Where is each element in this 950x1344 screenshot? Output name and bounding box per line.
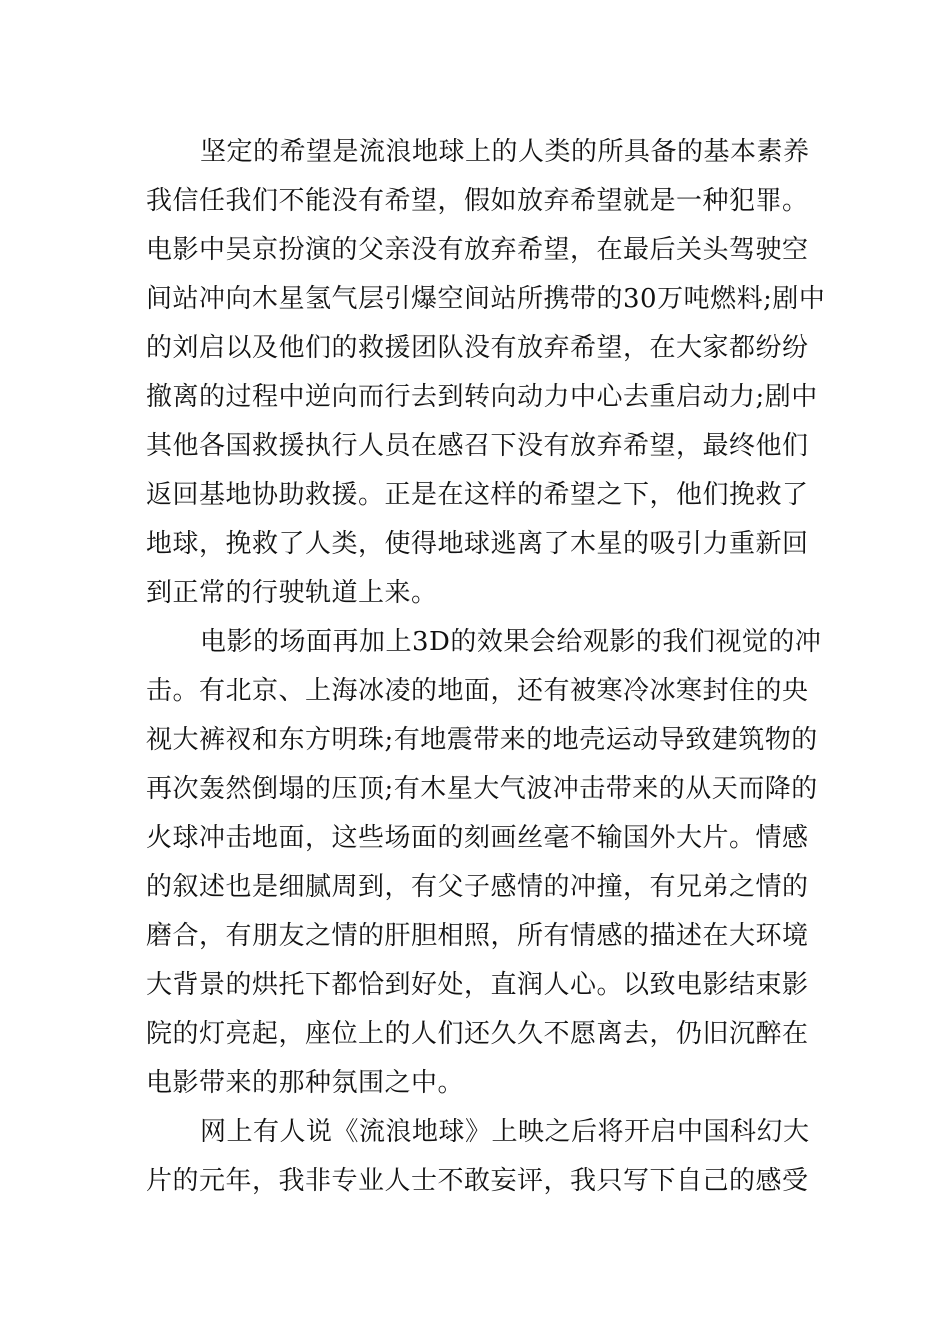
text-line: 大背景的烘托下都恰到好处，直润人心。以致电影结束影 bbox=[146, 970, 809, 1000]
text-line: 地球，挽救了人类，使得地球逃离了木星的吸引力重新回 bbox=[146, 529, 809, 559]
text-line: 的刘启以及他们的救援团队没有放弃希望，在大家都纷纷 bbox=[146, 333, 809, 363]
text-line: 坚定的希望是流浪地球上的人类的所具备的基本素养 bbox=[200, 137, 810, 167]
text-line: 电影中吴京扮演的父亲没有放弃希望，在最后关头驾驶空 bbox=[146, 235, 809, 265]
text-line: 火球冲击地面，这些场面的刻画丝毫不输国外大片。情感 bbox=[146, 823, 809, 853]
text-line: 我信任我们不能没有希望，假如放弃希望就是一种犯罪。 bbox=[146, 186, 809, 216]
text-line: 返回基地协助救援。正是在这样的希望之下，他们挽救了 bbox=[146, 480, 809, 510]
text-line: 撤离的过程中逆向而行去到转向动力中心去重启动力;剧中 bbox=[146, 382, 818, 412]
text-line: 间站冲向木星氢气层引爆空间站所携带的30万吨燃料;剧中 bbox=[146, 284, 826, 314]
text-line: 电影的场面再加上3D的效果会给观影的我们视觉的冲 bbox=[200, 627, 822, 657]
text-line: 视大裤衩和东方明珠;有地震带来的地壳运动导致建筑物的 bbox=[146, 725, 818, 755]
text-line: 网上有人说《流浪地球》上映之后将开启中国科幻大 bbox=[200, 1117, 810, 1147]
text-line: 再次轰然倒塌的压顶;有木星大气波冲击带来的从天而降的 bbox=[146, 774, 818, 804]
text-line: 磨合，有朋友之情的肝胆相照，所有情感的描述在大环境 bbox=[146, 921, 809, 951]
body-text bbox=[146, 128, 826, 1206]
text-line: 击。有北京、上海冰凌的地面，还有被寒冷冰寒封住的央 bbox=[146, 676, 809, 706]
text-line: 其他各国救援执行人员在感召下没有放弃希望，最终他们 bbox=[146, 431, 809, 461]
text-line: 院的灯亮起，座位上的人们还久久不愿离去，仍旧沉醉在 bbox=[146, 1019, 809, 1049]
text-line: 电影带来的那种氛围之中。 bbox=[146, 1068, 465, 1098]
text-line: 片的元年，我非专业人士不敢妄评，我只写下自己的感受 bbox=[146, 1166, 809, 1196]
text-line: 到正常的行驶轨道上来。 bbox=[146, 578, 438, 608]
text-line: 的叙述也是细腻周到，有父子感情的冲撞，有兄弟之情的 bbox=[146, 872, 809, 902]
